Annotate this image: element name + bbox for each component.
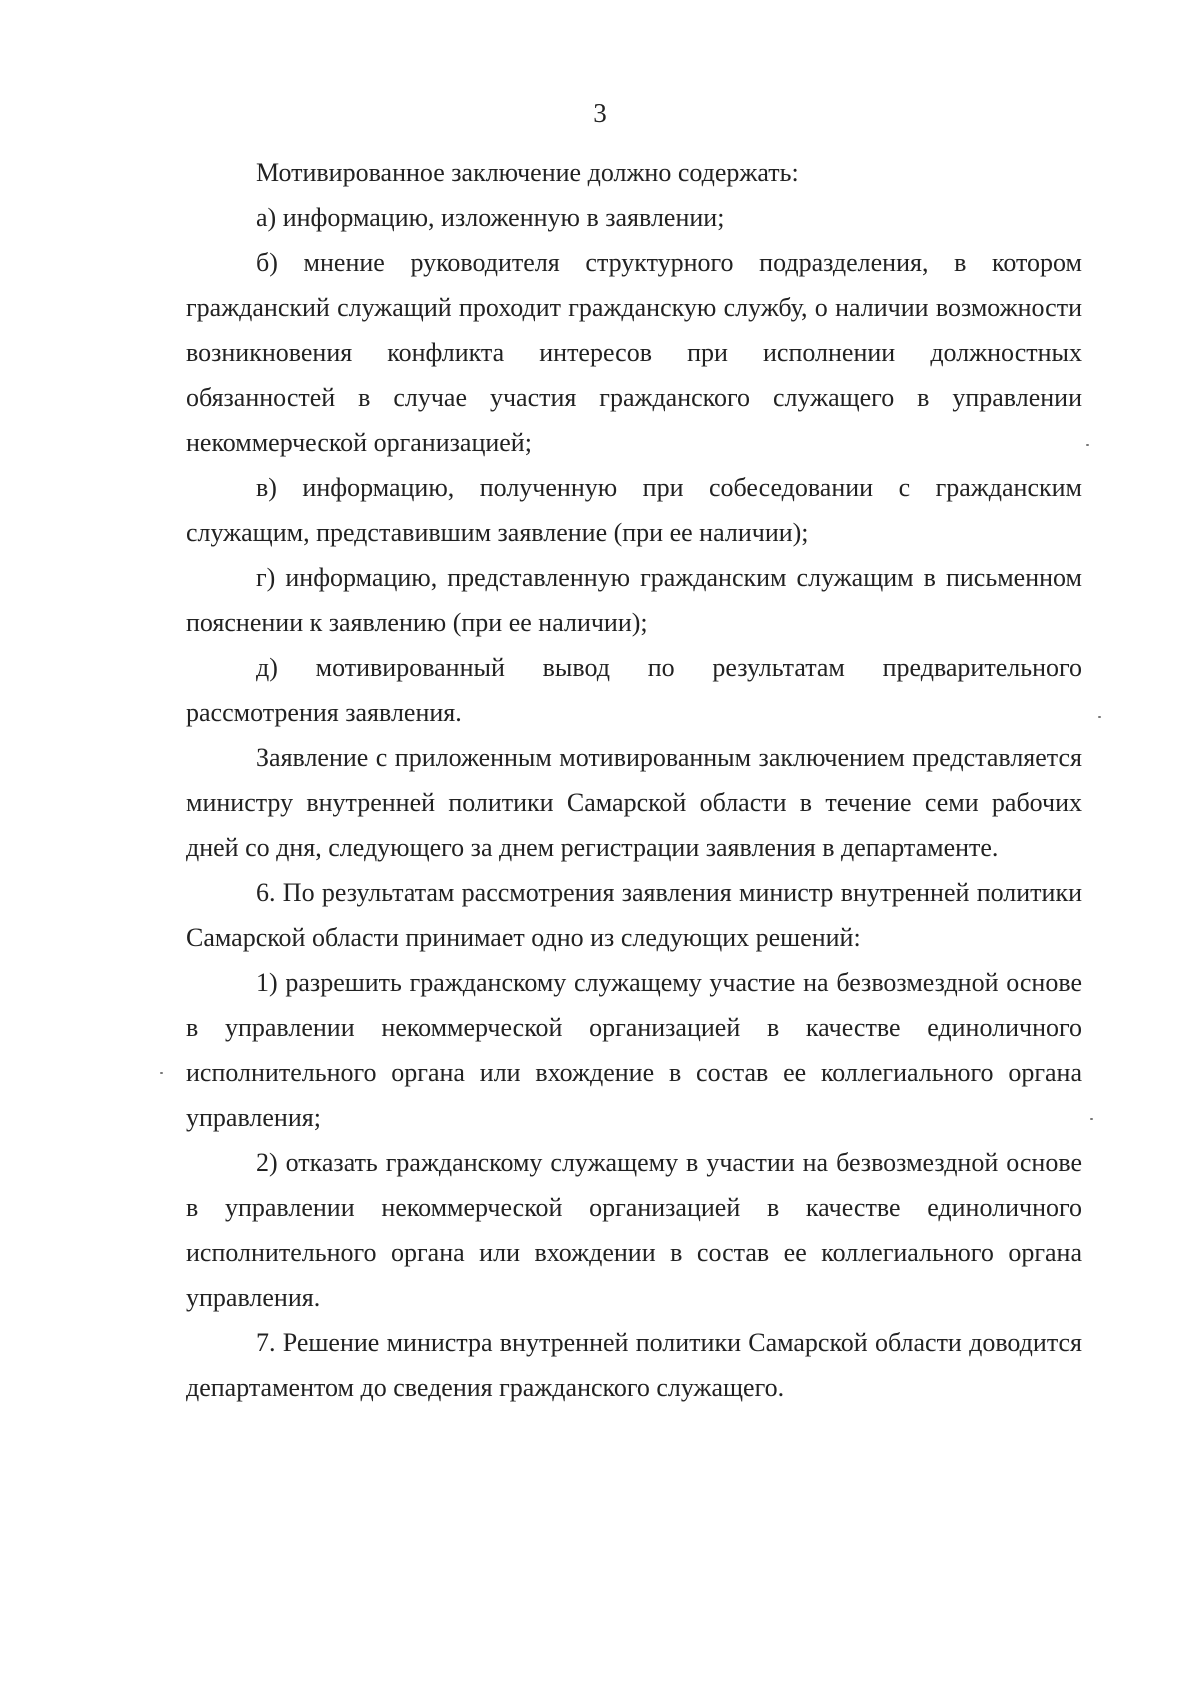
scan-speck bbox=[1090, 1118, 1093, 1120]
scan-speck bbox=[160, 1072, 163, 1074]
paragraph-submission: Заявление с приложенным мотивированным заключением представляется министру внутренней политики Самарской области в течение семи рабочих дней со дня, следующего за днем регистрации заявления в департаменте. bbox=[186, 743, 1082, 862]
scan-speck bbox=[1098, 716, 1101, 718]
paragraph-item-b: б) мнение руководителя структурного подразделения, в котором гражданский служащий проходит гражданскую службу, о наличии возможности возникновения конфликта интересов при исполнении должностных обязанностей в случае участия гражданского служащего в управлении некоммерческой организацией; bbox=[186, 248, 1082, 457]
paragraph-item-v: в) информацию, полученную при собеседовании с гражданским служащим, представившим заявление (при ее наличии); bbox=[186, 473, 1082, 547]
document-body bbox=[186, 150, 1082, 1410]
paragraph-decision-2: 2) отказать гражданскому служащему в участии на безвозмездной основе в управлении некоммерческой организацией в качестве единоличного исполнительного органа или вхождении в состав ее коллегиального органа управления. bbox=[186, 1148, 1082, 1312]
paragraph-decision-1: 1) разрешить гражданскому служащему участие на безвозмездной основе в управлении некоммерческой организацией в качестве единоличного исполнительного органа или вхождение в состав ее коллегиального органа управления; bbox=[186, 968, 1082, 1132]
page-number: 3 bbox=[593, 98, 607, 128]
paragraph-section-7: 7. Решение министра внутренней политики Самарской области доводится департаментом до сведения гражданского служащего. bbox=[186, 1328, 1082, 1402]
paragraph-item-g: г) информацию, представленную гражданским служащим в письменном пояснении к заявлению (при ее наличии); bbox=[186, 563, 1082, 637]
paragraph-item-d: д) мотивированный вывод по результатам предварительного рассмотрения заявления. bbox=[186, 653, 1082, 727]
paragraph-section-6: 6. По результатам рассмотрения заявления министр внутренней политики Самарской области принимает одно из следующих решений: bbox=[186, 878, 1082, 952]
scan-speck bbox=[1086, 444, 1089, 446]
paragraph-item-a: а) информацию, изложенную в заявлении; bbox=[256, 203, 725, 232]
paragraph-intro: Мотивированное заключение должно содержать: bbox=[256, 158, 799, 187]
